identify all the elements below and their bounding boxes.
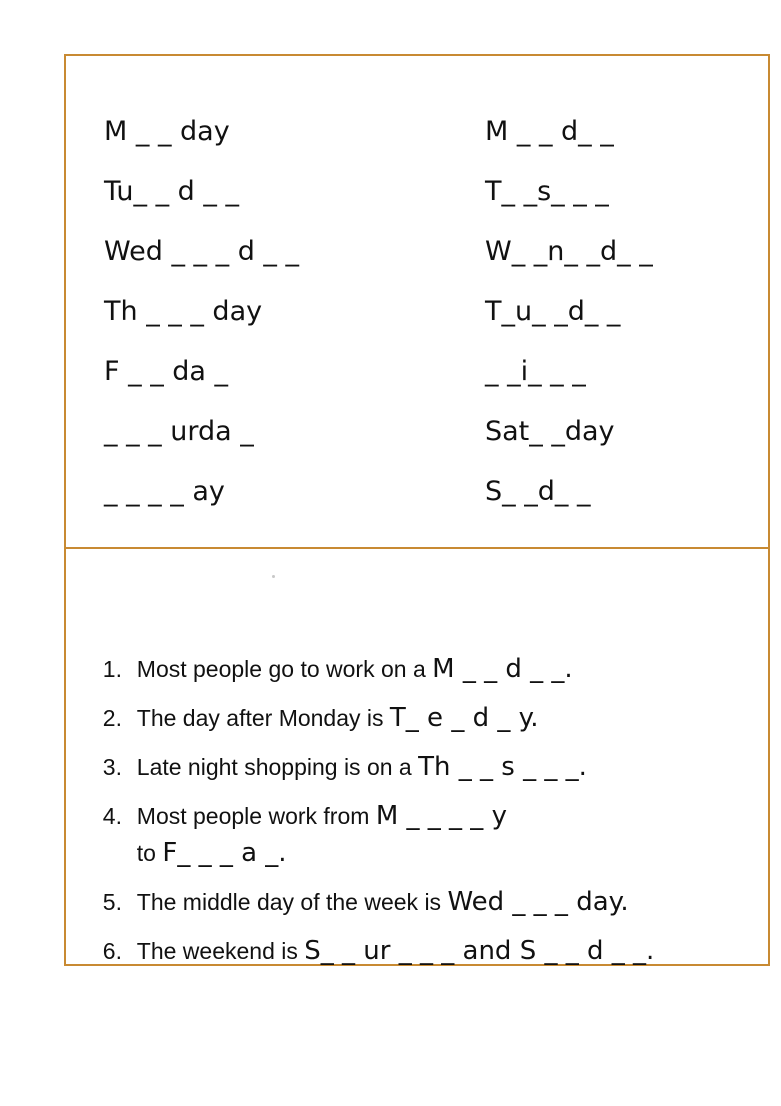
question-number: 5. [102, 889, 122, 915]
question-blank: T_ e _ d _ y. [389, 703, 539, 733]
question-number: 6. [102, 938, 122, 964]
question-6 [90, 915, 654, 964]
question-text: The middle day of the week is [136, 889, 448, 915]
right-word-3: W_ _n_ _d_ _ [485, 236, 653, 267]
left-word-4: Th _ _ _ day [104, 296, 263, 327]
question-blank: Th _ _ s _ _ _. [418, 752, 587, 782]
question-number: 1. [102, 656, 122, 682]
question-blank: Wed _ _ _ day. [447, 887, 629, 917]
question-blank: M _ _ d _ _. [432, 654, 573, 684]
left-word-7: _ _ _ _ ay [104, 476, 225, 507]
right-word-6: Sat_ _day [485, 416, 615, 447]
question-number: 4. [102, 803, 122, 829]
question-blank: M _ _ _ _ y [375, 801, 507, 831]
question-number: 3. [102, 754, 122, 780]
right-word-7: S_ _d_ _ [485, 476, 591, 507]
section-divider [64, 547, 770, 549]
left-word-2: Tu_ _ d _ _ [104, 176, 239, 207]
question-5 [90, 866, 629, 915]
question-1 [90, 633, 573, 682]
left-word-5: F _ _ da _ [104, 356, 229, 387]
left-word-1: M _ _ day [104, 116, 230, 147]
right-word-4: T_u_ _d_ _ [485, 296, 621, 327]
right-word-2: T_ _s_ _ _ [485, 176, 609, 207]
right-word-5: _ _i_ _ _ [485, 356, 586, 387]
question-4-continued [90, 817, 287, 866]
question-text: Most people go to work on a [136, 656, 433, 682]
question-number: 2. [102, 705, 122, 731]
left-word-3: Wed _ _ _ d _ _ [104, 236, 299, 267]
question-text: Most people work from [136, 803, 376, 829]
right-word-1: M _ _ d_ _ [485, 116, 614, 147]
question-3 [90, 731, 587, 780]
question-2 [90, 682, 539, 731]
question-text: to [136, 840, 163, 866]
question-text: The day after Monday is [136, 705, 390, 731]
question-text: Late night shopping is on a [136, 754, 419, 780]
question-blank: S_ _ ur _ _ _ and S _ _ d _ _. [304, 936, 655, 966]
speck [272, 575, 275, 578]
question-blank: F_ _ _ a _. [162, 838, 287, 868]
question-text: The weekend is [136, 938, 305, 964]
left-word-6: _ _ _ urda _ [104, 416, 254, 447]
